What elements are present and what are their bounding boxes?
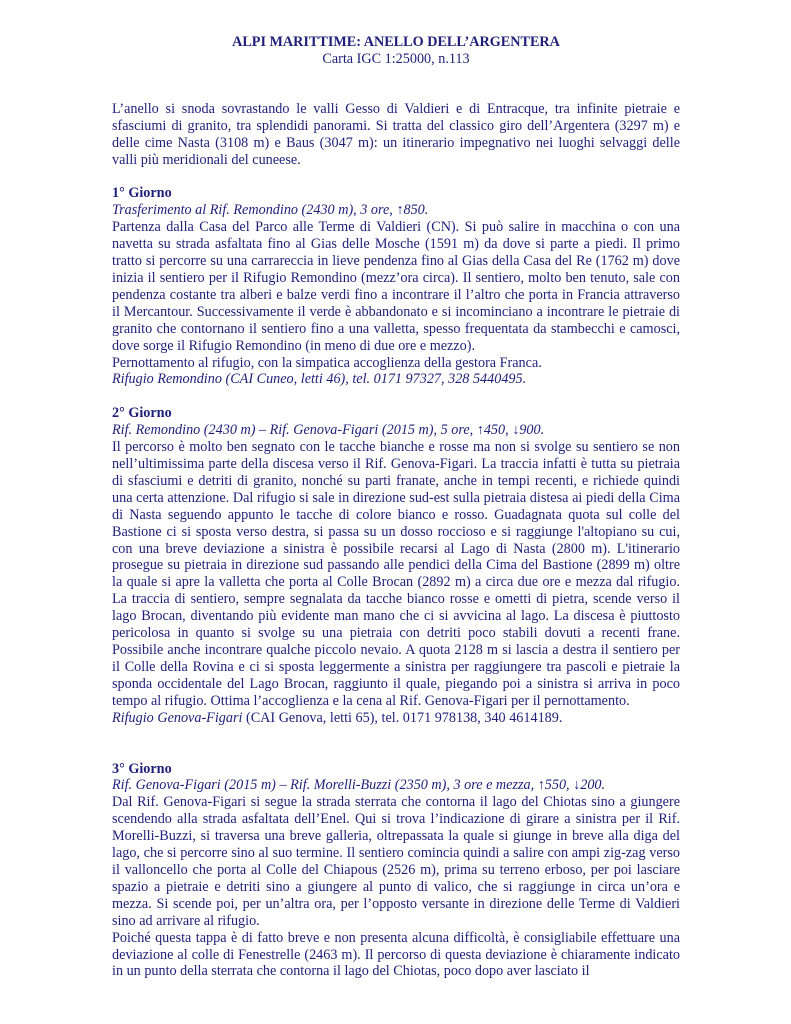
day-2-section [112, 405, 680, 726]
document-title: ALPI MARITTIME: ANELLO DELL’ARGENTERA [232, 34, 560, 50]
day-3-route: Rif. Genova-Figari (2015 m) – Rif. Morelli-Buzzi (2350 m), 3 ore e mezza, ↑550, ↓200. [112, 777, 606, 794]
day-2-hut [112, 710, 680, 727]
spacer [112, 727, 680, 761]
spacer [112, 388, 680, 405]
spacer [112, 168, 680, 185]
day-3-section [112, 761, 680, 981]
day-2-route: Rif. Remondino (2430 m) – Rif. Genova-Figari (2015 m), 5 ore, ↑450, ↓900. [112, 422, 545, 439]
day-1-body: Partenza dalla Casa del Parco alle Terme di Valdieri (CN). Si può salire in macchina o con una navetta su strada asfaltata fino al Gias delle Mosche (1591 m) da dove si parte a piedi. Il primo tratto si percorre su una carrareccia in lieve pendenza fino al Gias della Casa del Re (1762 m) dove inizia il sentiero per il Rifugio Remondino (mezz’ora circa). Il sentiero, molto ben tenuto, sale con pendenza costante tra alberi e balze verdi fino a incontrare il l’altro che porta in Francia attraverso il Mercantour. Successivamente il verde è abbandonato e si incominciano a incontrare le pietraie di granito che contornano il sentiero fino a una valletta, spesso frequentata da stambecchi e camosci, dove sorge il Rifugio Remondino (in meno di due ore e mezzo). [112, 219, 680, 354]
day-1-section [112, 185, 680, 388]
day-2-body: Il percorso è molto ben segnato con le tacche bianche e rosse ma non si svolge su sentiero se non nell’ultimissima parte della discesa verso il Rif. Genova-Figari. La traccia infatti è tutta su pietraia di sfasciumi e detriti di granito, nonché su parti franate, anche in tempi recenti, e richiede quindi una certa attenzione. Dal rifugio si sale in direzione sud-est sulla pietraia distesa ai piedi della Cima di Nasta seguendo appunto le tacche di colore bianco e rosso. Guadagnata quota sul colle del Bastione ci si sposta verso destra, si passa su un dosso roccioso e si raggiunge l'altopiano su cui, con una breve deviazione a sinistra è possibile recarsi al Lago di Nasta (2800 m). L'itinerario prosegue su pietraia in direzione sud passando alle pendici della Cima del Bastione (2899 m) oltre la quale si apre la valletta che porta al Colle Brocan (2892 m) a circa due ore e mezza dal rifugio. La traccia di sentiero, sempre segnalata da tacche bianco rosse e ometti di pietra, scende verso il lago Brocan, diventando più evidente man mano che ci si avvicina al lago. La discesa è piuttosto pericolosa in quanto si svolge su una pietraia con detriti poco stabili dovuti a recenti frane. Possibile anche incontrare qualche piccolo nevaio. A quota 2128 m si lascia a destra il sentiero per il Colle della Rovina e ci si sposta leggermente a sinistra per raggiungere tra pascoli e pietraie la sponda occidentale del Lago Brocan, raggiunto il quale, piegando poi a sinistra si arriva in poco tempo al rifugio. Ottima l’accoglienza e la cena al Rif. Genova-Figari per il pernottamento. [112, 439, 680, 709]
day-1-note: Pernottamento al rifugio, con la simpatica accoglienza della gestora Franca. [112, 354, 542, 371]
day-2-heading: 2° Giorno [112, 405, 172, 422]
day-1-hut: Rifugio Remondino (CAI Cuneo, letti 46), tel. 0171 97327, 328 5440495. [112, 371, 527, 388]
day-3-heading: 3° Giorno [112, 760, 172, 777]
day-2-hut-name: Rifugio Genova-Figari [112, 709, 243, 726]
intro-paragraph: L’anello si snoda sovrastando le valli Gesso di Valdieri e di Entracque, tra infinite pietraie e sfasciumi di granito, tra splendidi panorami. Si tratta del classico giro dell’Argentera (3297 m) e delle cime Nasta (3108 m) e Baus (3047 m): un itinerario impegnativo nei luoghi selvaggi delle valli più meridionali del cuneese. [112, 100, 680, 168]
day-2-hut-details: (CAI Genova, letti 65), tel. 0171 978138, 340 4614189. [242, 709, 563, 726]
day-1-route: Trasferimento al Rif. Remondino (2430 m), 3 ore, ↑850. [112, 202, 429, 219]
document-page [112, 34, 680, 980]
map-reference: Carta IGC 1:25000, n.113 [322, 50, 470, 67]
day-1-heading: 1° Giorno [112, 185, 172, 202]
day-3-body-2: Poiché questa tappa è di fatto breve e non presenta alcuna difficoltà, è consigliabile effettuare una deviazione al colle di Fenestrelle (2463 m). Il percorso di questa deviazione è chiaramente indicato in un punto della sterrata che contorna il lago del Chiotas, poco dopo aver lasciato il [112, 929, 680, 980]
day-3-body: Dal Rif. Genova-Figari si segue la strada sterrata che contorna il lago del Chiotas sino a giungere scendendo alla strada asfaltata dell’Enel. Qui si trova l’indicazione di girare a sinistra per il Rif. Morelli-Buzzi, si traversa una breve galleria, oltrepassata la quale si giunge in breve alla diga del lago, che si percorre sino al suo termine. Il sentiero comincia quindi a salire con ampi zig-zag verso il valloncello che porta al Colle del Chiapous (2526 m), prima su terreno erboso, per poi lasciare spazio a pietraie e detriti sino a giungere al punto di valico, che si raggiunge in circa un’ora e mezza. Si scende poi, per un’altra ora, per l’opposto versante in direzione delle Terme di Valdieri sino ad arrivare al rifugio. [112, 794, 680, 929]
